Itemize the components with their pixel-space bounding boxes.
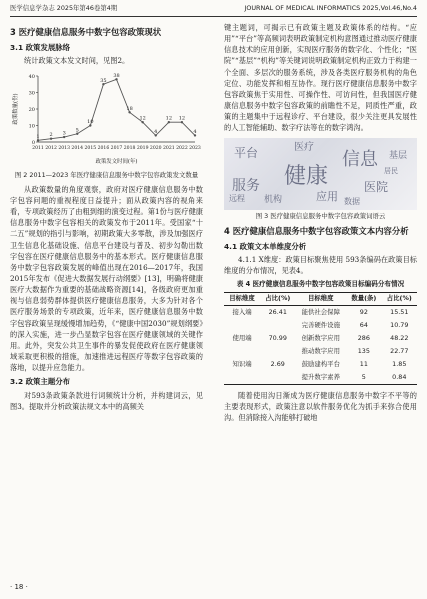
table-cell: 使用端 (232, 333, 252, 342)
x-tick-label: 2012 (45, 145, 57, 151)
x-tick-label: 2022 (176, 145, 188, 151)
table-cell: 创新数字应用 (301, 333, 340, 342)
word-cloud-word: 远程 (229, 193, 245, 203)
right-column (224, 22, 417, 423)
word-cloud-word: 医疗 (294, 141, 314, 153)
y-tick-label: 30 (28, 90, 35, 97)
table-header-cell: 目标维度 (229, 294, 255, 303)
table-cell: 92 (359, 307, 368, 316)
x-tick-label: 2011 (32, 145, 44, 151)
section-4-title: 4 医疗健康信息服务中数字包容政策文本内容分析 (224, 225, 409, 236)
word-cloud-word: 应用 (316, 189, 338, 203)
table-cell: 286 (357, 333, 370, 342)
data-label: 5 (75, 126, 79, 133)
header-right: JOURNAL OF MEDICAL INFORMATICS 2025,Vol.46,No.4 (244, 4, 417, 12)
table-cell: 知识端 (232, 359, 252, 368)
data-label: 12 (139, 115, 146, 122)
table-cell: 26.41 (268, 307, 287, 316)
y-tick-label: 10 (28, 123, 35, 130)
table-row (224, 332, 417, 345)
data-label: 35 (100, 77, 107, 84)
table-header-cell: 数量(条) (351, 294, 377, 303)
data-label: 10 (87, 118, 94, 125)
figure-3-caption: 图 3 医疗健康信息服务中数字包容政策词语云 (255, 211, 386, 220)
x-tick-label: 2020 (149, 145, 162, 151)
table-cell (224, 319, 260, 332)
y-tick-label: 0 (31, 139, 35, 146)
table-cell: 推动数字应用 (301, 346, 340, 355)
x-tick-label: 2015 (84, 145, 97, 151)
data-label: 2 (49, 131, 53, 138)
word-cloud-word: 数据 (344, 196, 360, 206)
paragraph: 对593条政策条款进行词频统计分析，并构建词云，见图3。提取并分析政策法规文本中的高频关 (10, 390, 203, 412)
paragraph: 随着使用沟日渐成为医疗健康信息服务中数字不平等的主要表现形式，政策注意以软件服务优化为抓手来弥合使用沟。但消除接入沟能够打破地 (224, 391, 417, 423)
table-cell: 64 (359, 320, 368, 329)
header-left: 医学信息学杂志 2025年第46卷第4期 (10, 4, 118, 12)
table-cell: 135 (357, 346, 370, 355)
subsection-lead: 4.1.1 X维度：政策目标聚焦使用 (238, 255, 344, 265)
table-row (224, 345, 417, 358)
table-cell: 能供社会保障 (301, 307, 340, 316)
table-row (224, 358, 417, 371)
y-axis-label: 政策数量(份) (13, 93, 19, 125)
table-row (224, 371, 417, 384)
table-cell (224, 345, 260, 358)
table-row (224, 306, 417, 319)
x-tick-label: 2014 (71, 145, 84, 151)
table-header-cell: 占比(%) (265, 294, 291, 303)
table-header-cell: 目标维度 (308, 294, 334, 303)
table-cell: 15.51 (390, 307, 409, 316)
x-tick-label: 2018 (123, 145, 136, 151)
data-label: 12 (178, 115, 186, 122)
x-axis-label: 政策发文时间(年) (95, 158, 138, 165)
line-chart (10, 70, 203, 166)
table-cell: 5 (361, 372, 366, 381)
figure-2-chart (10, 70, 203, 169)
x-tick-label: 2013 (58, 145, 71, 151)
table-cell: 提升数字素养 (301, 372, 340, 381)
paragraph: 从政策数量的角度观察，政府对医疗健康信息服务中数字包容问题的重视程度日益提升；面从政策内容的视角来看，专项政策经历了由粗到细的演变过程。第1份与医疗健康信息服务中数字包容相关的政策发布于2011年。受国家“十二五”规划的指引与影响，初期政策大多零散，涉及加强医疗卫生信息化基础设施、信息平台建设与普及、初步勾勒出数字包容在医疗健康信息服务中的基本形式。医疗健康信息服务中数字包容政策发展的峰值出现在2016—2017年，我国2015年发布《促进大数据发展行动纲要》[13]，明确将健康医疗大数据作为重要的基础战略资源[14]，各级政府更加重视与信息弱势群体提供医疗健康信息服务，大多为针对各个医疗服务场景的专项政策，近年来，医疗健康信息服务中数字包容政策呈现缓慢增加趋势，《“健康中国2030”规划纲要》的深入实施，进一步凸显数字包容在医疗健康领域的关键作用。此外，突发公共卫生事件的暴发促使政府在医疗健康领域采取更积极的措施，加速推进远程医疗等数字包容政策的落地，以提升应急能力。 (10, 184, 203, 373)
table-cell: 10.79 (390, 320, 409, 329)
word-cloud-word: 平台 (234, 145, 259, 160)
data-label: 38 (113, 72, 120, 79)
table-cell: 22.77 (390, 346, 409, 355)
section-4-1-title: 4.1 政策文本单维度分析 (224, 241, 307, 251)
page-header (10, 4, 417, 17)
table-4-caption: 表 4 医疗健康信息服务中数字包容政策目标编码分布情况 (236, 280, 405, 289)
x-tick-label: 2019 (136, 145, 149, 151)
data-label: 4 (154, 128, 158, 135)
word-cloud-word: 信息 (342, 148, 378, 170)
table-header-cell: 占比(%) (386, 294, 412, 303)
paragraph-text: 593条编码在政策目标维度的分布情况，见表4。 (224, 255, 417, 276)
left-column (10, 22, 203, 412)
paragraph: 统计政策文本发文时间，见图2。 (24, 56, 130, 66)
table-cell (260, 371, 295, 384)
figure-2-caption: 图 2 2011—2023 年医疗健康信息服务中数字包容政策发文数量 (14, 170, 199, 179)
word-cloud-word: 医院 (364, 179, 389, 194)
table-cell: 2.69 (270, 359, 285, 368)
table-cell (224, 371, 260, 384)
table-cell (260, 319, 295, 332)
table-cell: 接入端 (232, 307, 252, 316)
word-cloud-word: 健康 (284, 163, 329, 189)
word-cloud-word: 服务 (232, 177, 260, 194)
paragraph (224, 254, 417, 276)
table-header-row (224, 292, 417, 306)
section-3-title: 3 医疗健康信息服务中数字包容政策现状 (10, 27, 162, 37)
word-cloud-word: 居民 (384, 166, 398, 175)
data-label: 4 (193, 128, 197, 135)
table-row (224, 319, 417, 332)
section-3-2-title: 3.2 政策主题分布 (10, 377, 71, 387)
data-label: 18 (126, 105, 133, 112)
table-cell: 70.99 (268, 333, 287, 342)
table-cell: 11 (359, 359, 368, 368)
x-tick-label: 2017 (110, 145, 123, 151)
x-tick-label: 2021 (162, 145, 175, 151)
series-line (38, 79, 195, 140)
page-number: · 18 · (10, 583, 28, 592)
data-label: 3 (62, 130, 66, 137)
x-tick-label: 2023 (189, 145, 201, 151)
y-tick-label: 20 (28, 106, 35, 113)
data-label: 12 (165, 115, 173, 122)
y-tick-label: 40 (28, 73, 35, 80)
word-cloud-figure (224, 138, 417, 210)
table-cell: 鼓励建构平台 (301, 359, 340, 368)
word-cloud-word: 机构 (264, 194, 283, 205)
table-cell: 48.22 (390, 333, 409, 342)
data-label: 1 (36, 133, 40, 140)
table-cell: 完善硬件设施 (301, 320, 340, 329)
table-cell: 1.85 (392, 359, 407, 368)
paragraph: 键主题词，可揭示已有政策主题及政策体系的结构。“应用”“平台”等高频词表明政策制定机构意图通过推动医疗健康信息技术的应用创新，实现医疗服务的数字化、个性化；“医院”“基层”“机构”等关键词说明政策制定机构正致力于构建一个全面、多层次的服务系统，涉及各类医疗服务机构的角色定位、功能发挥和相互协作。现行医疗健康信息服务中数字包容政策焦于实用性、可操作性、可访问性，但我国医疗健康信息服务中数字包容政策的前瞻性不足，同质性严重，政策的主题集中于远程诊疗、平台建设，很少关注更具发展性的人工智能辅助、数字疗法等在的数字鸿沟。 (224, 23, 417, 133)
x-tick-label: 2016 (97, 145, 110, 151)
table-4 (224, 292, 417, 385)
table-cell: 0.84 (392, 372, 407, 381)
section-3-1-title: 3.1 政策发展脉络 (10, 43, 71, 53)
table-cell (260, 345, 295, 358)
word-cloud-word: 基层 (389, 150, 408, 161)
